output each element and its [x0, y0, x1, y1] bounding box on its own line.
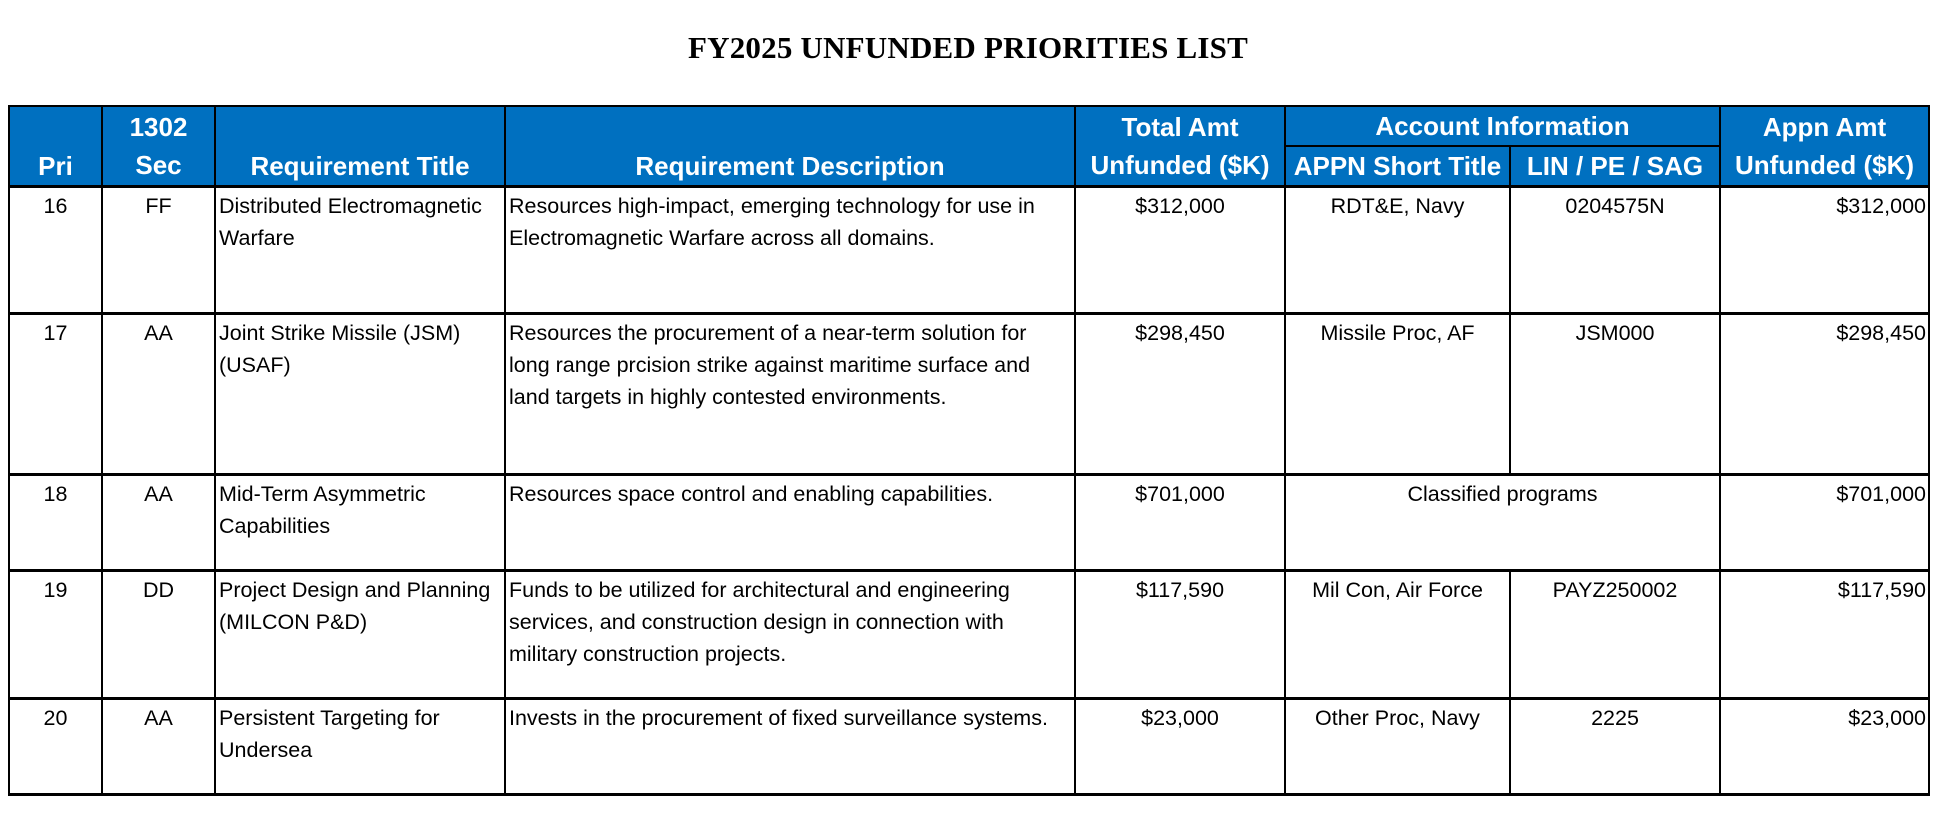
cell-total: $312,000 — [1075, 187, 1285, 314]
cell-total: $298,450 — [1075, 314, 1285, 475]
cell-appn-amt: $23,000 — [1720, 699, 1929, 795]
cell-total: $701,000 — [1075, 475, 1285, 571]
header-pri: Pri — [9, 106, 102, 187]
header-sec-line2: Sec — [135, 150, 182, 180]
unfunded-priorities-table — [8, 105, 1930, 796]
cell-total: $23,000 — [1075, 699, 1285, 795]
cell-title: Persistent Targeting for Undersea — [215, 699, 505, 795]
table-row — [9, 699, 1929, 795]
cell-sec: FF — [102, 187, 215, 314]
cell-appn-amt: $298,450 — [1720, 314, 1929, 475]
header-sec-line1: 1302 — [129, 112, 188, 142]
cell-appn-short: RDT&E, Navy — [1285, 187, 1510, 314]
header-lin-pe-sag: LIN / PE / SAG — [1510, 146, 1720, 187]
cell-pri: 18 — [9, 475, 102, 571]
cell-lin: 2225 — [1510, 699, 1720, 795]
header-requirement-title: Requirement Title — [215, 106, 505, 187]
cell-lin: 0204575N — [1510, 187, 1720, 314]
cell-description: Resources space control and enabling capabilities. — [505, 475, 1075, 571]
table-row — [9, 475, 1929, 571]
table-row — [9, 571, 1929, 699]
header-appn-amt-line2: Unfunded ($K) — [1734, 150, 1915, 180]
cell-appn-short: Other Proc, Navy — [1285, 699, 1510, 795]
cell-pri: 17 — [9, 314, 102, 475]
cell-title: Mid-Term Asymmetric Capabilities — [215, 475, 505, 571]
header-total-line1: Total Amt — [1121, 112, 1239, 142]
cell-sec: AA — [102, 475, 215, 571]
cell-title: Project Design and Planning (MILCON P&D) — [215, 571, 505, 699]
cell-description: Resources high-impact, emerging technology for use in Electromagnetic Warfare across all domains. — [505, 187, 1075, 314]
header-account-information: Account Information — [1285, 106, 1720, 146]
header-sec — [102, 106, 215, 187]
page-title: FY2025 UNFUNDED PRIORITIES LIST — [688, 30, 1248, 65]
cell-lin: JSM000 — [1510, 314, 1720, 475]
cell-pri: 20 — [9, 699, 102, 795]
cell-description: Resources the procurement of a near-term solution for long range prcision strike against maritime surface and land targets in highly contested environments. — [505, 314, 1075, 475]
cell-sec: AA — [102, 699, 215, 795]
header-appn-short-title: APPN Short Title — [1285, 146, 1510, 187]
cell-total: $117,590 — [1075, 571, 1285, 699]
cell-appn-amt: $701,000 — [1720, 475, 1929, 571]
cell-title: Distributed Electromagnetic Warfare — [215, 187, 505, 314]
table-header — [9, 106, 1929, 187]
cell-appn-amt: $117,590 — [1720, 571, 1929, 699]
cell-appn-amt: $312,000 — [1720, 187, 1929, 314]
cell-sec: AA — [102, 314, 215, 475]
cell-pri: 16 — [9, 187, 102, 314]
header-total-line2: Unfunded ($K) — [1090, 150, 1270, 180]
cell-description: Invests in the procurement of fixed surveillance systems. — [505, 699, 1075, 795]
cell-title: Joint Strike Missile (JSM) (USAF) — [215, 314, 505, 475]
cell-lin: PAYZ250002 — [1510, 571, 1720, 699]
header-total-amt — [1075, 106, 1285, 187]
cell-description: Funds to be utilized for architectural and engineering services, and construction design in connection with military construction projects. — [505, 571, 1075, 699]
cell-appn-short: Mil Con, Air Force — [1285, 571, 1510, 699]
cell-appn-short: Missile Proc, AF — [1285, 314, 1510, 475]
cell-pri: 19 — [9, 571, 102, 699]
cell-account-merged: Classified programs — [1285, 475, 1720, 571]
header-appn-amt — [1720, 106, 1929, 187]
header-requirement-description: Requirement Description — [505, 106, 1075, 187]
header-appn-amt-line1: Appn Amt — [1762, 112, 1887, 142]
cell-sec: DD — [102, 571, 215, 699]
table-row — [9, 187, 1929, 314]
table-row — [9, 314, 1929, 475]
